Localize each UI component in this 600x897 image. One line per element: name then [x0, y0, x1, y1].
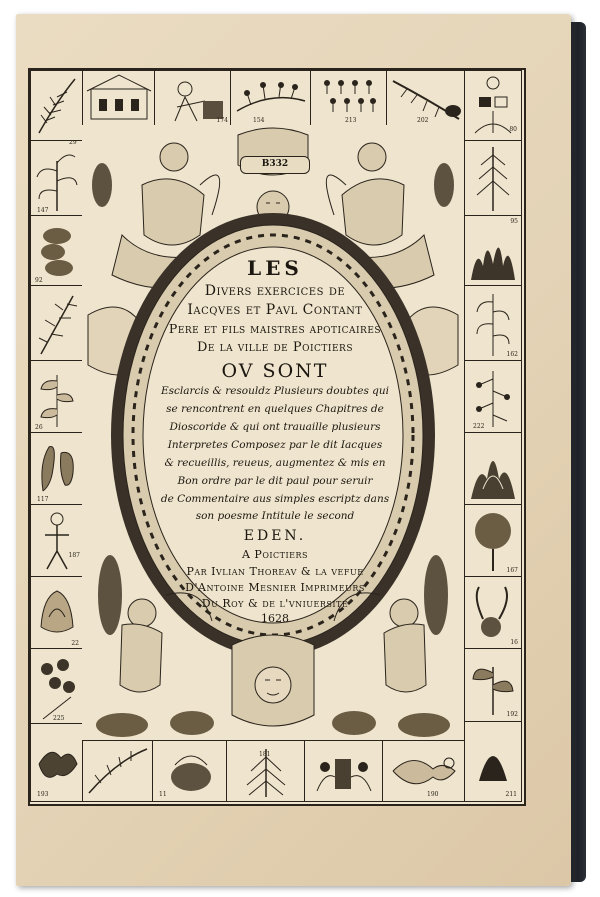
body-line-5: & recueillis, reueus, augmentez & mis en: [164, 457, 386, 469]
cell-number: 162: [506, 351, 518, 358]
cell-number: 174: [216, 117, 228, 124]
cell-number: 181: [259, 751, 271, 758]
cell-number: 11: [159, 791, 167, 798]
body-line-1: Esclarcis & resouldz Plusieurs doubtes qui: [160, 385, 390, 397]
title-line-authors: Iacqves et Pavl Contant: [187, 302, 363, 318]
title-line-ov-sont: OV SONT: [221, 360, 329, 382]
engraving-cell-left-1: [30, 140, 84, 217]
cell-number: 22: [71, 640, 79, 647]
cell-number: 16: [510, 639, 518, 646]
engraving-cell-right-1: [464, 140, 522, 217]
body-line-8: son poesme Intitule le second: [195, 510, 355, 522]
engraving-cell-top-6: [386, 70, 466, 127]
body-line-3: Dioscoride & qui ont trauaille plusieurs: [169, 421, 381, 433]
cell-number: 225: [53, 715, 65, 722]
cell-number: 80: [509, 126, 517, 133]
engraving-cell-bottom-2: [82, 740, 154, 802]
cell-number: 190: [427, 791, 439, 798]
engraving-cell-top-1: [30, 70, 84, 142]
body-line-6: Bon ordre par le dit paul pour seruir: [177, 475, 373, 487]
cell-number: 147: [37, 207, 49, 214]
engraving-cell-top-4: [230, 70, 312, 127]
imprint-roy: Du Roy & de l'vniuersite: [201, 597, 349, 610]
engraving-cell-bottom-5: [304, 740, 384, 802]
imprint-place: A Poictiers: [241, 548, 309, 561]
date-badge: B332: [240, 156, 310, 174]
cell-number: 154: [253, 117, 265, 124]
title-line-divers: Divers exercices de: [204, 283, 346, 299]
engraving-cell-right-8: [464, 648, 522, 722]
engraving-cell-bottom-7: [464, 720, 522, 802]
body-line-4: Interpretes Composez par le dit Iacques: [167, 439, 383, 451]
imprint-year: 1628: [261, 612, 289, 625]
engraving-cell-bottom-1: [30, 723, 84, 802]
engraving-cell-bottom-4: [226, 740, 306, 802]
cell-number: 213: [345, 117, 357, 124]
cell-number: 117: [37, 496, 49, 503]
body-line-7: de Commentaire aus simples escriptz dans: [160, 493, 390, 505]
cell-number: 92: [35, 277, 43, 284]
cell-number: 167: [506, 567, 518, 574]
engraving-cell-bottom-3: [152, 740, 228, 802]
cell-number: 193: [37, 791, 49, 798]
engraving-cell-bottom-6: [382, 740, 466, 802]
cell-number: 192: [506, 711, 518, 718]
title-line-eden: EDEN.: [243, 528, 307, 544]
engraving-cell-left-8: [30, 648, 84, 725]
imprint-widow: D'Antoine Mesnier Imprimeurs: [185, 581, 365, 594]
cell-number: 202: [417, 117, 429, 124]
body-line-2: se rencontrent en quelques Chapitres de: [166, 403, 384, 415]
cell-number: 187: [68, 552, 80, 559]
cell-number: 26: [35, 424, 43, 431]
imprint-printer: Par Ivlian Thoreav & la vefue: [186, 565, 364, 578]
cell-number: 211: [505, 791, 517, 798]
title-line-les: LES: [247, 256, 303, 280]
engraving-cell-top-5: [310, 70, 388, 127]
title-line-ville: De la ville de Poictiers: [197, 340, 353, 355]
engraving-cell-top-7: [464, 70, 522, 142]
engraving-cell-top-3: [154, 70, 232, 127]
title-line-pere-fils: Pere et fils maistres apoticaires: [168, 321, 382, 336]
cell-number: 29: [69, 140, 77, 146]
cell-number: 95: [510, 218, 518, 225]
cell-number: 222: [473, 423, 485, 430]
engraving-cell-top-2: [82, 70, 156, 127]
